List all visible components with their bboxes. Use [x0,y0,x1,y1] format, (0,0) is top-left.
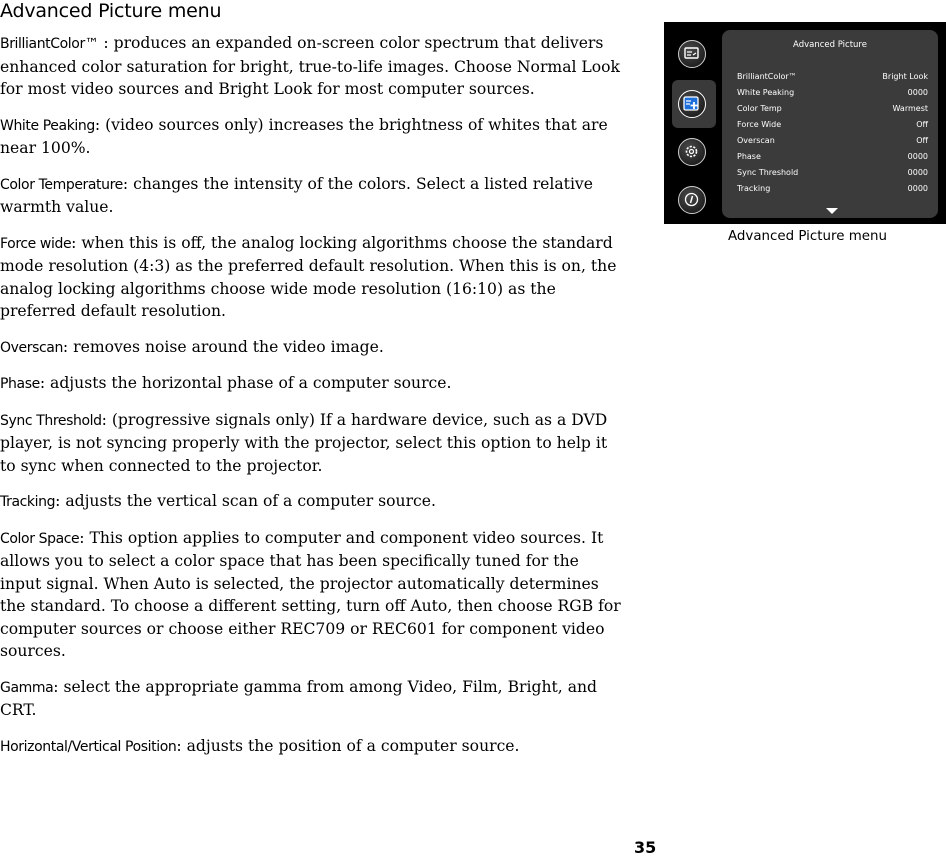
item-phase [0,372,624,396]
picture-icon[interactable] [678,40,706,68]
item-text: (progressive signals only) If a hardware device, such as a DVD player, is not syncing properly with the projector, select this option to help it to sync when connected to the projector. [0,410,608,475]
item-term: Phase [0,376,40,392]
osd-row-sync-threshold[interactable] [737,168,928,182]
item-separator: : [62,337,74,356]
osd-row-phase[interactable] [737,152,928,166]
item-term: Force wide [0,235,72,252]
item-separator: : [79,528,90,547]
item-term: Color Space [0,530,80,547]
item-term: White Peaking [0,117,95,134]
osd-row-label: White Peaking [737,88,795,97]
advanced-picture-icon[interactable] [678,90,706,118]
item-separator: : [101,410,112,429]
osd-row-color-temp[interactable] [737,104,928,118]
item-term: Horizontal/Vertical Position [0,738,177,755]
osd-row-value: Warmest [892,104,928,113]
osd-row-brilliantcolor[interactable] [737,72,928,86]
osd-row-label: Color Temp [737,104,782,113]
item-separator: : [71,233,82,252]
osd-row-force-wide[interactable] [737,120,928,134]
osd-row-value: 0000 [907,88,928,97]
osd-row-value: Off [916,136,928,145]
osd-row-overscan[interactable] [737,136,928,150]
osd-row-value: 0000 [907,152,928,161]
osd-screenshot [664,22,946,224]
osd-row-label: Force Wide [737,120,782,129]
item-term: Color Temperature [0,176,123,193]
figure-caption: Advanced Picture menu [728,229,887,244]
item-text: changes the intensity of the colors. Select a listed relative warmth value. [0,174,593,216]
item-text: adjusts the vertical scan of a computer source. [65,492,436,510]
osd-row-white-peaking[interactable] [737,88,928,102]
item-text: This option applies to computer and component video sources. It allows you to select a color space that has been specifically tuned for the input signal. When Auto is selected, the projector automatically determines the standard. To choose a different setting, turn off Auto, then choose RGB for computer sources or choose either REC709 or REC601 for component video sources. [0,528,621,660]
item-brilliantcolor [0,32,624,101]
osd-row-label: Sync Threshold [737,168,799,177]
osd-row-value: 0000 [907,168,928,177]
body-text [0,32,624,771]
item-text: produces an expanded on-screen color spectrum that delivers enhanced color saturation for bright, true-to-life images. Choose Normal Look for most video sources and Bright Look for most computer sources. [0,34,621,98]
item-text: removes noise around the video image. [73,337,384,356]
osd-row-label: Phase [737,152,761,161]
item-separator: : [176,736,187,755]
osd-row-value: Off [916,120,928,129]
scroll-down-arrow-icon[interactable] [826,208,838,214]
osd-row-label: BrilliantColor™ [737,72,797,81]
osd-row-value: 0000 [907,184,928,193]
osd-row-tracking[interactable] [737,184,928,198]
osd-row-label: Overscan [737,136,775,145]
item-separator: : [39,374,51,392]
item-force-wide [0,232,624,323]
item-separator: : [122,174,134,193]
item-separator: : [55,492,66,510]
item-term: BrilliantColor™ [0,36,99,52]
item-term: Overscan [0,339,63,356]
item-term: Tracking [0,494,56,510]
osd-menu-title: Advanced Picture [793,40,867,50]
item-color-temperature [0,173,624,219]
item-text: when this is off, the analog locking algorithms choose the standard mode resolution (4:3) as the preferred default resolution. When this is on, the analog locking algorithms choose wide mode resolution (16:10) as the preferred default resolution. [0,233,617,320]
item-separator: : [98,34,114,52]
item-position [0,735,624,759]
item-text: (video sources only) increases the brightness of whites that are near 100%. [0,115,608,157]
item-term: Sync Threshold [0,412,102,429]
page-number: 35 [634,838,657,857]
item-text: select the appropriate gamma from among Video, Film, Bright, and CRT. [0,677,598,719]
about-icon[interactable] [678,186,706,214]
item-separator: : [94,115,106,134]
item-sync-threshold [0,409,624,478]
item-tracking [0,490,624,514]
osd-row-label: Tracking [737,184,771,193]
osd-row-value: Bright Look [882,72,928,81]
item-overscan [0,336,624,360]
item-gamma [0,676,624,722]
item-text: adjusts the position of a computer source. [186,736,520,755]
page-heading: Advanced Picture menu [0,0,222,22]
item-separator: : [53,677,64,696]
settings-gear-icon[interactable] [678,138,706,166]
item-text: adjusts the horizontal phase of a computer source. [50,374,452,392]
item-white-peaking [0,114,624,160]
item-color-space [0,527,624,663]
osd-menu-panel [722,30,938,218]
item-term: Gamma [0,679,54,696]
